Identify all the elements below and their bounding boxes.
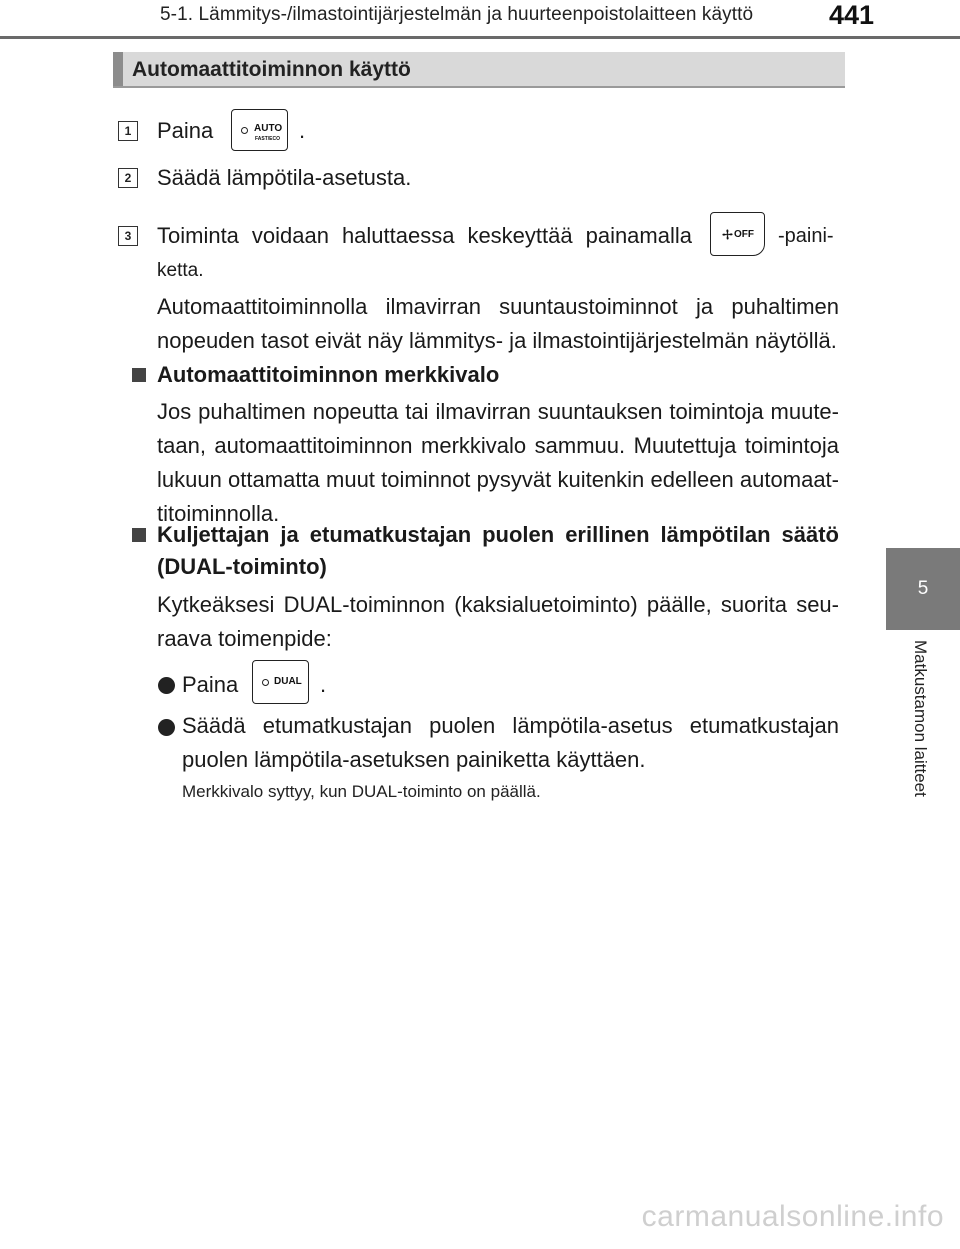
step-3-text: Toiminta voidaan haluttaessa keskeyttää painamalla [157, 223, 692, 248]
auto-info-line-2: nopeuden tasot eivät näy lämmitys- ja ilmastointijärjestelmän näytöllä. [157, 328, 837, 353]
auto-info-line-1: Automaattitoiminnolla ilmavirran suuntaustoiminnot ja puhaltimen [157, 294, 839, 319]
dual-bullet-2-line-1: Säädä etumatkustajan puolen lämpötila-asetus etumatkustajan [182, 713, 839, 738]
dual-bullet-2-line-2: puolen lämpötila-asetuksen painiketta käyttäen. [182, 747, 646, 772]
step-3-suffix: -paini- [778, 225, 834, 247]
chapter-label: Matkustamon laitteet [911, 640, 930, 797]
step-number-2: 2 [118, 168, 138, 188]
dual-button-icon [252, 660, 309, 704]
dual-intro-line-2: raava toimenpide: [157, 626, 332, 651]
indicator-dot-icon [241, 127, 248, 134]
off-button-label: OFF [734, 229, 754, 240]
step-number-1: 1 [118, 121, 138, 141]
auto-button-icon [231, 109, 288, 151]
running-header: 5-1. Lämmitys-/ilmastointijärjestelmän ja huurteenpoistolaitteen käyttö [160, 4, 754, 25]
step-2-text: Säädä lämpötila-asetusta. [157, 165, 412, 190]
indicator-line-1: Jos puhaltimen nopeutta tai ilmavirran suuntauksen toimintoja muute- [157, 399, 839, 424]
step-3-continuation: ketta. [157, 260, 204, 281]
chapter-number: 5 [917, 578, 929, 599]
step-1-text: Paina [157, 118, 214, 143]
chapter-tab [886, 548, 960, 630]
dual-intro-line-1: Kytkeäksesi DUAL-toiminnon (kaksialuetoiminto) päälle, suorita seu- [157, 592, 839, 617]
dual-note: Merkkivalo syttyy, kun DUAL-toiminto on päällä. [182, 782, 541, 801]
indicator-line-2: taan, automaattitoiminnon merkkivalo sammuu. Muutettuja toimintoja [157, 433, 839, 458]
fan-icon [722, 229, 733, 240]
auto-button-sublabel: FAST/ECO [255, 136, 281, 142]
dual-heading-line-1: Kuljettajan ja etumatkustajan puolen erillinen lämpötilan säätö [157, 522, 839, 547]
circle-bullet-icon [158, 719, 175, 736]
indicator-line-3: lukuun ottamatta muut toiminnot pysyvät kuitenkin edelleen automaat- [157, 467, 839, 492]
circle-bullet-icon [158, 677, 175, 694]
dual-heading-line-2: (DUAL-toiminto) [157, 554, 327, 579]
fan-off-button-icon [710, 212, 765, 256]
indicator-line-4: titoiminnolla. [157, 501, 280, 526]
square-bullet-icon [132, 528, 146, 542]
step-number-3: 3 [118, 226, 138, 246]
step-1-period: . [299, 118, 306, 143]
square-bullet-icon [132, 368, 146, 382]
dual-bullet-1-period: . [320, 672, 327, 697]
section-heading [113, 52, 845, 88]
section-title: Automaattitoiminnon käyttö [132, 58, 411, 81]
indicator-dot-icon [262, 679, 269, 686]
section-heading-bar [113, 52, 123, 86]
dual-bullet-1-text: Paina [182, 672, 239, 697]
dual-button-label: DUAL [274, 676, 302, 687]
watermark: carmanualsonline.info [641, 1200, 944, 1233]
auto-button-label: AUTO [254, 123, 283, 134]
header-rule [0, 36, 960, 39]
indicator-heading: Automaattitoiminnon merkkivalo [157, 362, 500, 387]
page-number: 441 [828, 0, 874, 30]
